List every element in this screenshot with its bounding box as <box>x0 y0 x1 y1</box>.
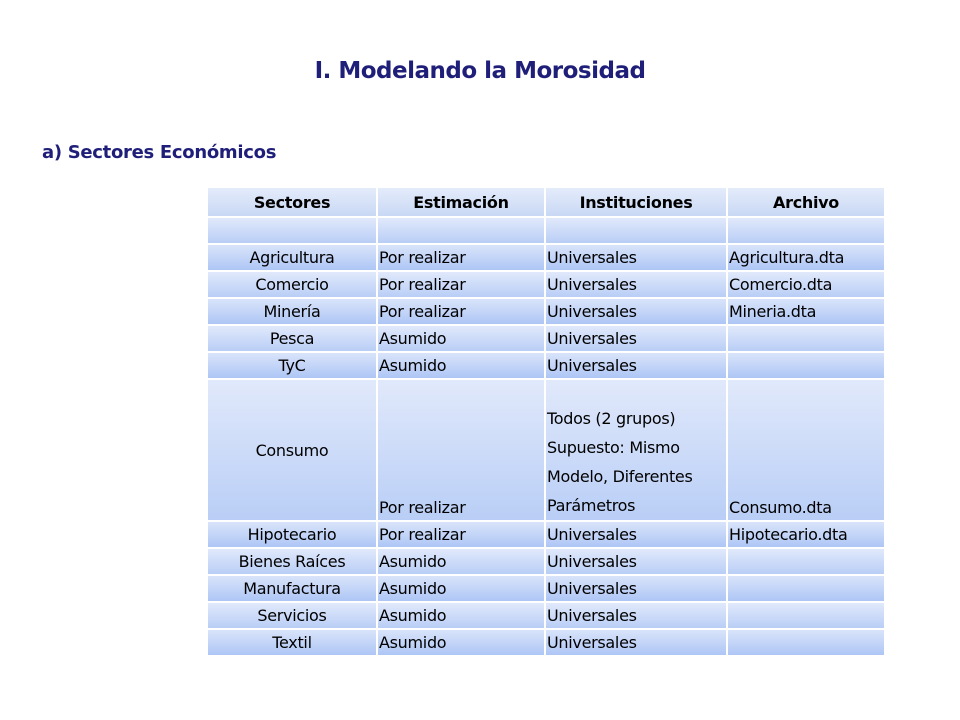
table-row <box>207 325 885 352</box>
table-row <box>207 575 885 602</box>
cell-estimacion <box>377 217 545 244</box>
table-row <box>207 271 885 298</box>
cell-archivo <box>727 325 885 352</box>
cell-estimacion: Asumido <box>377 352 545 379</box>
cell-archivo: Agricultura.dta <box>727 244 885 271</box>
cell-instituciones: Universales <box>545 602 727 629</box>
cell-sector: Minería <box>207 298 377 325</box>
cell-archivo <box>727 602 885 629</box>
header-archivo: Archivo <box>727 187 885 217</box>
cell-instituciones <box>545 217 727 244</box>
cell-instituciones: Universales <box>545 575 727 602</box>
section-heading: a) Sectores Económicos <box>42 142 277 163</box>
cell-instituciones: Universales <box>545 298 727 325</box>
cell-sector: TyC <box>207 352 377 379</box>
cell-sector: Bienes Raíces <box>207 548 377 575</box>
cell-estimacion: Por realizar <box>377 244 545 271</box>
cell-sector <box>207 217 377 244</box>
cell-archivo: Hipotecario.dta <box>727 521 885 548</box>
cell-instituciones: Universales <box>545 629 727 656</box>
table-row <box>207 217 885 244</box>
cell-archivo: Mineria.dta <box>727 298 885 325</box>
cell-instituciones: Todos (2 grupos) Supuesto: Mismo Modelo, Diferentes Parámetros <box>545 379 727 521</box>
slide-title: I. Modelando la Morosidad <box>314 58 646 84</box>
cell-instituciones: Universales <box>545 352 727 379</box>
cell-instituciones: Universales <box>545 325 727 352</box>
cell-archivo <box>727 548 885 575</box>
cell-estimacion: Asumido <box>377 548 545 575</box>
cell-instituciones: Universales <box>545 271 727 298</box>
cell-sector: Consumo <box>207 379 377 521</box>
cell-archivo: Consumo.dta <box>727 379 885 521</box>
cell-estimacion: Por realizar <box>377 271 545 298</box>
table-header-row <box>207 187 885 217</box>
cell-archivo <box>727 629 885 656</box>
cell-sector: Servicios <box>207 602 377 629</box>
header-estimacion: Estimación <box>377 187 545 217</box>
cell-estimacion: Asumido <box>377 602 545 629</box>
header-sectores: Sectores <box>207 187 377 217</box>
cell-estimacion: Asumido <box>377 629 545 656</box>
cell-estimacion: Asumido <box>377 575 545 602</box>
table-row <box>207 602 885 629</box>
cell-sector: Comercio <box>207 271 377 298</box>
cell-instituciones: Universales <box>545 548 727 575</box>
table-row <box>207 521 885 548</box>
cell-archivo <box>727 217 885 244</box>
cell-archivo <box>727 575 885 602</box>
cell-archivo: Comercio.dta <box>727 271 885 298</box>
table-row <box>207 548 885 575</box>
cell-archivo <box>727 352 885 379</box>
cell-sector: Textil <box>207 629 377 656</box>
table-row <box>207 244 885 271</box>
cell-instituciones: Universales <box>545 244 727 271</box>
cell-sector: Agricultura <box>207 244 377 271</box>
cell-estimacion: Por realizar <box>377 298 545 325</box>
table-row <box>207 352 885 379</box>
table-row <box>207 629 885 656</box>
cell-sector: Pesca <box>207 325 377 352</box>
sectors-table <box>206 186 886 657</box>
cell-estimacion: Asumido <box>377 325 545 352</box>
cell-sector: Manufactura <box>207 575 377 602</box>
cell-sector: Hipotecario <box>207 521 377 548</box>
table-row <box>207 298 885 325</box>
cell-estimacion: Por realizar <box>377 521 545 548</box>
table-row <box>207 379 885 521</box>
cell-estimacion: Por realizar <box>377 379 545 521</box>
cell-instituciones: Universales <box>545 521 727 548</box>
header-instituciones: Instituciones <box>545 187 727 217</box>
